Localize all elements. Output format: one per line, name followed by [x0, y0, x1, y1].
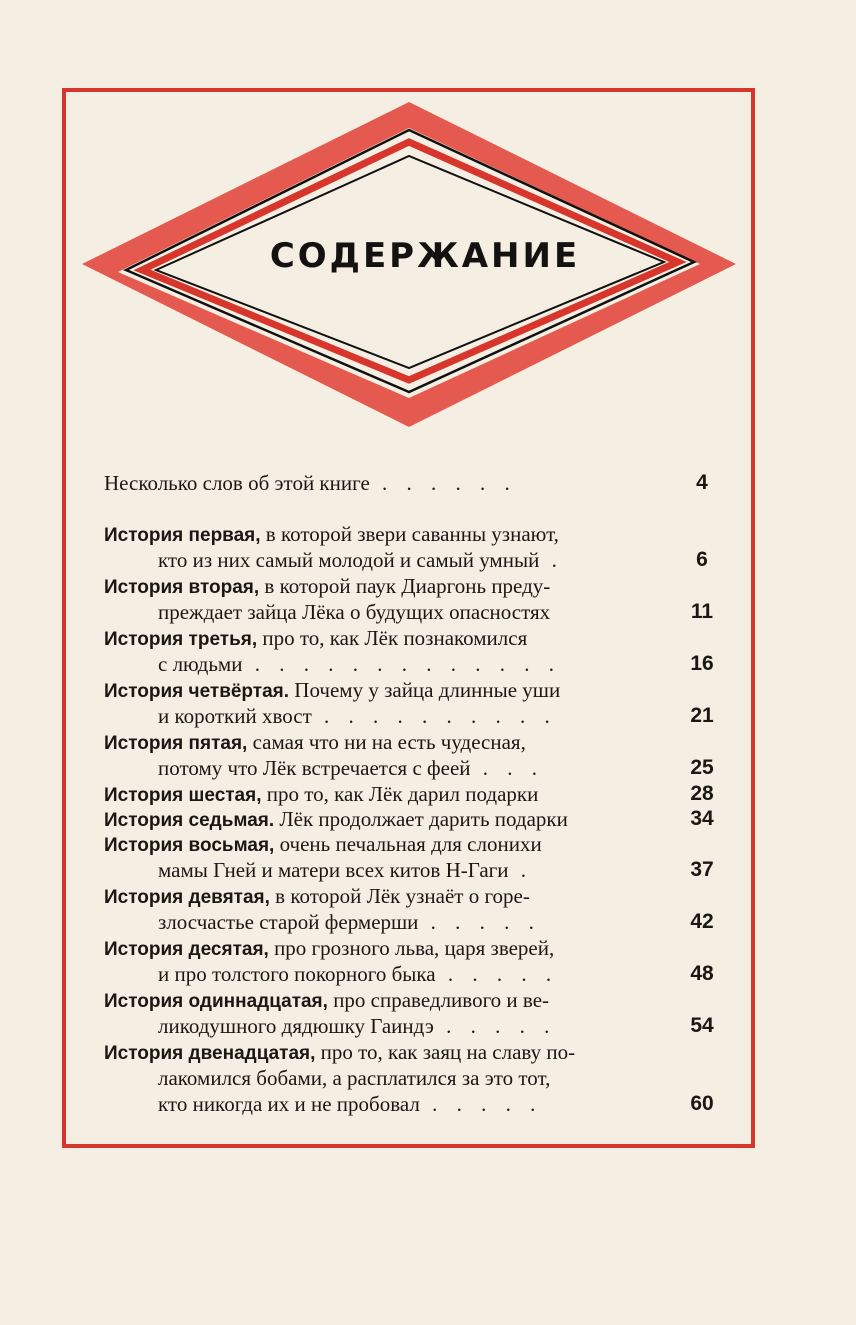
entry-text: кто из них самый молодой и самый умный	[158, 548, 540, 572]
entry-text: Почему у зайца длинные уши	[289, 678, 561, 702]
entry-text: в которой Лёк узнаёт о горе-	[269, 884, 530, 908]
leader-dots: . . . . .	[433, 1014, 557, 1038]
entry-text: Несколько слов об этой книге	[104, 471, 370, 495]
toc-line	[158, 1013, 556, 1039]
page-number: 42	[690, 910, 714, 933]
leader-dots: .	[539, 548, 564, 572]
toc-line	[104, 729, 526, 755]
page-number: 54	[690, 1014, 714, 1037]
toc-line	[104, 987, 549, 1013]
story-title: История восьмая,	[104, 835, 275, 856]
toc-line	[104, 831, 542, 857]
story-title: История первая,	[104, 525, 261, 546]
page-number: 6	[696, 548, 708, 571]
toc-line	[104, 625, 527, 651]
entry-text: в которой звери саванны узнают,	[260, 522, 559, 546]
toc-line	[104, 521, 559, 547]
entry-text: и про толстого покорного быка	[158, 962, 436, 986]
toc-line	[158, 857, 533, 883]
toc-line	[104, 1039, 575, 1065]
toc-line	[104, 781, 538, 807]
entry-text: про то, как заяц на славу по-	[315, 1040, 576, 1064]
entry-text: про справедливого и ве-	[327, 988, 550, 1012]
story-title: История двенадцатая,	[104, 1043, 316, 1064]
story-title: История вторая,	[104, 577, 260, 598]
page-title: СОДЕРЖАНИЕ	[269, 236, 581, 276]
entry-text: про грозного льва, царя зверей,	[268, 936, 555, 960]
leader-dots: . . . . .	[418, 910, 541, 934]
toc-line	[158, 703, 557, 729]
story-title: История одиннадцатая,	[104, 991, 328, 1012]
page-number: 21	[690, 704, 714, 727]
entry-text: про то, как Лёк дарил подарки	[261, 782, 539, 806]
page-number: 60	[690, 1092, 714, 1115]
toc-line	[104, 806, 568, 832]
story-title: История седьмая.	[104, 810, 275, 831]
entry-text: про то, как Лёк познакомился	[257, 626, 528, 650]
leader-dots: . . . . . . . . . . . . .	[242, 652, 561, 676]
page-number: 11	[690, 600, 714, 623]
leader-dots: . . . . . .	[369, 471, 517, 495]
entry-text: с людьми	[158, 652, 243, 676]
page-number: 25	[690, 756, 714, 779]
leader-dots: . . . . .	[419, 1092, 543, 1116]
toc-line	[104, 573, 550, 599]
toc-line	[158, 909, 541, 935]
toc-line	[158, 755, 544, 781]
entry-text: мамы Гней и матери всех китов Н-Гаги	[158, 858, 509, 882]
toc-line	[158, 651, 561, 677]
entry-text: ликодушного дядюшку Гаиндэ	[158, 1014, 434, 1038]
entry-text: потому что Лёк встречается с феей	[158, 756, 471, 780]
story-title: История шестая,	[104, 785, 262, 806]
toc-line	[158, 961, 558, 987]
toc-line	[104, 677, 560, 703]
entry-text: очень печальная для слонихи	[274, 832, 542, 856]
entry-text: в которой паук Диаргонь преду-	[259, 574, 551, 598]
entry-text: и короткий хвост	[158, 704, 312, 728]
toc-line	[158, 547, 564, 573]
page-number: 16	[690, 652, 714, 675]
leader-dots: . . .	[470, 756, 544, 780]
toc-line	[158, 599, 550, 625]
entry-text: преждает зайца Лёка о будущих опасностях	[158, 600, 551, 624]
page-number: 48	[690, 962, 714, 985]
toc-line	[158, 1091, 542, 1117]
toc-line	[104, 883, 530, 909]
leader-dots: . . . . . . . . . .	[311, 704, 557, 728]
page-number: 34	[690, 807, 714, 830]
story-title: История третья,	[104, 629, 258, 650]
leader-dots: . . . . .	[435, 962, 559, 986]
entry-text: самая что ни на есть чудесная,	[247, 730, 526, 754]
entry-text: кто никогда их и не пробовал	[158, 1092, 420, 1116]
entry-text: злосчастье старой фермерши	[158, 910, 419, 934]
story-title: История десятая,	[104, 939, 269, 960]
toc-line	[158, 1065, 550, 1091]
leader-dots: .	[508, 858, 534, 882]
page-number: 28	[690, 782, 714, 805]
story-title: История девятая,	[104, 887, 270, 908]
entry-text: лакомился бобами, а расплатился за это тот,	[158, 1066, 551, 1090]
page-number: 37	[690, 858, 714, 881]
story-title: История пятая,	[104, 733, 248, 754]
toc-line	[104, 470, 517, 496]
entry-text: Лёк продолжает дарить подарки	[274, 807, 568, 831]
story-title: История четвёртая.	[104, 681, 290, 702]
page-number: 4	[696, 471, 708, 494]
toc-line	[104, 935, 554, 961]
